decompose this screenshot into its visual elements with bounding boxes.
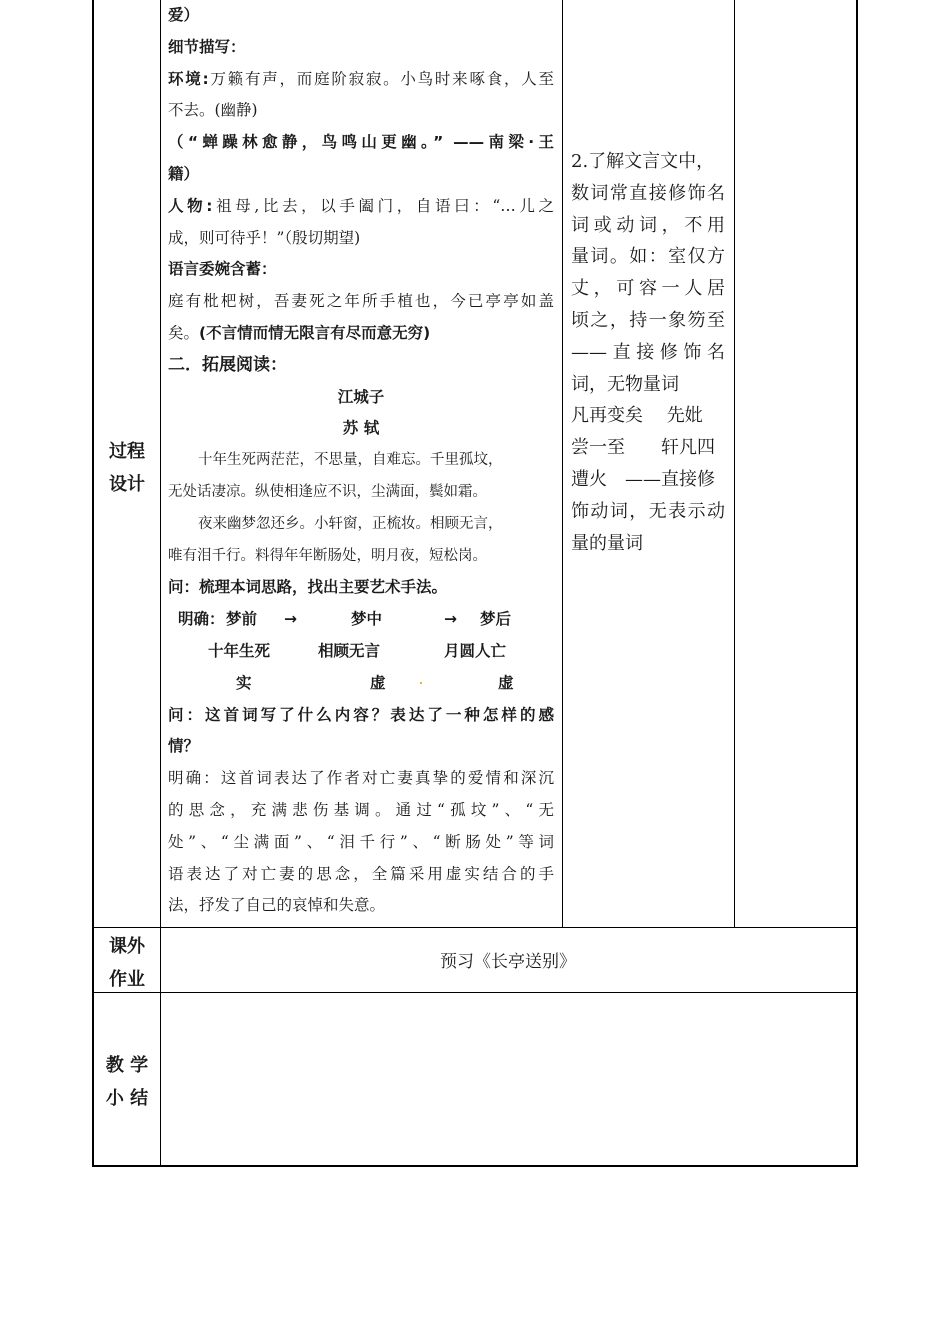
question: 问：梳理本词思路，找出主要艺术手法。 — [168, 578, 448, 597]
side-note-line: 顷之，持一象笏至 — [571, 309, 725, 331]
answer-line: 处”、“尘满面”、“泪千行”、“断肠处”等词 — [168, 832, 554, 851]
text-line: 成，则可待乎！”（殷切期望) — [168, 228, 361, 247]
text-line — [168, 64, 554, 96]
homework-text: 预习《长亭送别》 — [440, 952, 576, 972]
poem-title: 江城子 — [337, 387, 385, 406]
inline-text: 万籁有声，而庭阶寂寂。小鸟时来啄食，人至 — [208, 69, 554, 88]
poem-line: 十年生死两茫茫，不思量，自难忘。千里孤坟， — [198, 452, 503, 469]
answer-line: 法，抒发了自己的哀悼和失意。 — [168, 896, 386, 915]
marker-dot: . — [419, 675, 423, 687]
side-note-line: 2.了解文言文中， — [571, 151, 715, 172]
text-line: 爱） — [168, 6, 200, 24]
side-note-line: 尝一至 轩凡四 — [571, 437, 715, 459]
flow-cell: 梦后 — [480, 610, 512, 629]
side-note-line: 量的量词 — [571, 532, 643, 554]
column-divider-1 — [160, 0, 161, 1165]
answer-line: 明确：这首词表达了作者对亡妻真挚的爱情和深沉 — [168, 769, 554, 788]
quote-line: （“蝉躁林愈静，鸟鸣山更幽。” ——南梁·王 — [168, 133, 554, 152]
side-note-line: ——直接修饰名 — [571, 341, 725, 363]
column-divider-2 — [562, 0, 563, 927]
flow-cell: 相顾无言 — [318, 641, 381, 660]
text-line — [168, 191, 554, 223]
answer-flow-row — [168, 668, 554, 700]
side-note-line: 词，无物量词 — [571, 373, 679, 395]
side-note-line: 量词。如：室仅方 — [571, 246, 725, 268]
flow-cell: 月圆人亡 — [444, 641, 507, 660]
flow-cell: 十年生死 — [208, 641, 271, 660]
side-note-line: 数词常直接修饰名 — [571, 182, 725, 204]
flow-cell: 梦前 — [226, 610, 258, 629]
column-divider-3 — [734, 0, 735, 927]
inline-bold: (不言情而情无限言有尽而意无穷) — [199, 323, 431, 342]
flow-cell: 梦中 — [351, 610, 383, 629]
quote-line: 籍） — [168, 164, 200, 183]
flow-cell: 虚 — [498, 673, 514, 692]
flow-cell: 虚 — [370, 673, 386, 692]
label-line: 教 学 — [105, 1055, 149, 1076]
side-notes — [571, 146, 725, 559]
answer-line: 的思念，充满悲伤基调。通过“孤坟”、“无 — [168, 800, 554, 819]
section-heading: 二．拓展阅读： — [168, 354, 287, 375]
flow-cell: 实 — [236, 673, 252, 692]
summary-label — [94, 1049, 160, 1115]
label-line: 作业 — [109, 969, 145, 990]
answer-flow-row — [168, 636, 554, 668]
main-content — [168, 0, 554, 922]
side-note-line: 凡再变矣 先妣 — [571, 405, 703, 427]
label-line: 过程 — [109, 441, 145, 462]
text-line: 不去。(幽静) — [168, 101, 258, 120]
text-line: 庭有枇杷树，吾妻死之年所手植也，今已亭亭如盖 — [168, 292, 554, 311]
inline-label: 人物: — [168, 196, 213, 215]
poem-line: 唯有泪千行。料得年年断肠处，明月夜，短松岗。 — [168, 547, 487, 564]
side-note-line: 遭火 ——直接修 — [571, 468, 715, 490]
poem-line: 无处话凄凉。纵使相逢应不识，尘满面，鬓如霜。 — [168, 483, 487, 500]
inline-label: 环境: — [168, 69, 209, 88]
row-divider-2 — [94, 992, 858, 993]
poem-line: 夜来幽梦忽还乡。小轩窗，正梳妆。相顾无言， — [198, 515, 503, 532]
arrow-icon: → — [284, 610, 297, 629]
poem-author: 苏 轼 — [342, 419, 380, 438]
text-line — [168, 318, 554, 350]
process-design-label — [94, 435, 160, 501]
inline-text: 祖母,比去，以手阖门，自语曰：“…儿之 — [212, 196, 554, 215]
inline-text: 矣。 — [168, 323, 200, 342]
row-divider-1 — [94, 927, 858, 928]
answer-lead: 明确： — [178, 610, 225, 629]
label-line: 小 结 — [105, 1088, 149, 1109]
label-line: 课外 — [109, 936, 145, 957]
answer-flow-row — [168, 604, 554, 636]
section-heading: 细节描写： — [168, 37, 246, 56]
section-heading: 语言委婉含蓄： — [168, 260, 277, 279]
question: 情？ — [168, 737, 200, 756]
arrow-icon: → — [444, 610, 457, 629]
label-line: 设计 — [109, 474, 145, 495]
answer-line: 语表达了对亡妻的思念，全篇采用虚实结合的手 — [168, 864, 554, 883]
side-note-line: 饰动词，无表示动 — [571, 500, 725, 522]
side-note-line: 丈，可容一人居 — [571, 278, 725, 300]
homework-label — [94, 930, 160, 996]
side-note-line: 词或动词，不用 — [571, 214, 725, 236]
question: 问：这首词写了什么内容？表达了一种怎样的感 — [168, 705, 554, 724]
